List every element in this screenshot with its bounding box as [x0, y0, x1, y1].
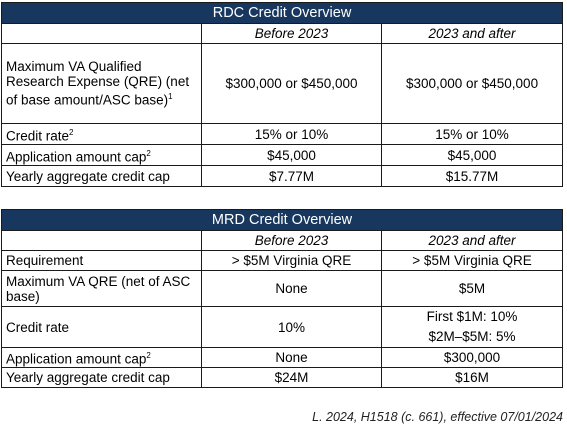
rdc-row-credit-rate — [2, 124, 563, 145]
mrd-cell-before: $24M — [202, 368, 382, 388]
mrd-cell-before: 10% — [202, 307, 382, 348]
rdc-credit-table — [1, 2, 563, 187]
rdc-row-label: Yearly aggregate credit cap — [2, 166, 202, 187]
rdc-cell-before: $45,000 — [202, 145, 382, 166]
citation-footnote: L. 2024, H1518 (c. 661), effective 07/01/2024 — [312, 410, 563, 424]
mrd-header-blank — [2, 231, 202, 251]
rdc-cell-before: $7.77M — [202, 166, 382, 187]
rdc-row-label: Credit rate$^2$ — [2, 124, 202, 145]
mrd-credit-rate-tier-2: $2M–$5M: 5% — [428, 329, 516, 344]
rdc-cell-after: 15% or 10% — [382, 124, 563, 145]
mrd-cell-before: None — [202, 348, 382, 368]
mrd-row-label: Yearly aggregate credit cap — [2, 368, 202, 388]
mrd-row-application-cap — [2, 348, 563, 368]
mrd-row-label: Credit rate — [2, 307, 202, 348]
rdc-cell-after: $300,000 or $450,000 — [382, 44, 563, 124]
mrd-credit-rate-tier-1: First $1M: 10% — [426, 309, 518, 324]
rdc-row-label: Application amount cap$^2$ — [2, 145, 202, 166]
rdc-table-title: RDC Credit Overview — [2, 3, 563, 24]
mrd-row-label: Requirement — [2, 251, 202, 271]
mrd-cell-after — [382, 307, 563, 348]
mrd-cell-before: None — [202, 271, 382, 307]
rdc-cell-before: 15% or 10% — [202, 124, 382, 145]
mrd-header-before: Before 2023 — [202, 231, 382, 251]
rdc-cell-after: $45,000 — [382, 145, 563, 166]
mrd-header-after: 2023 and after — [382, 231, 563, 251]
mrd-table-title: MRD Credit Overview — [2, 210, 563, 231]
rdc-header-blank — [2, 24, 202, 44]
mrd-row-max-qre — [2, 271, 563, 307]
mrd-cell-after: $300,000 — [382, 348, 563, 368]
mrd-row-label: Maximum VA QRE (net of ASC base) — [2, 271, 202, 307]
rdc-row-application-cap — [2, 145, 563, 166]
mrd-cell-after: > $5M Virginia QRE — [382, 251, 563, 271]
rdc-cell-after: $15.77M — [382, 166, 563, 187]
mrd-row-label: Application amount cap$^2$ — [2, 348, 202, 368]
mrd-row-requirement — [2, 251, 563, 271]
mrd-cell-after: $16M — [382, 368, 563, 388]
rdc-row-yearly-cap — [2, 166, 563, 187]
mrd-credit-table — [1, 209, 563, 388]
rdc-header-after: 2023 and after — [382, 24, 563, 44]
rdc-header-before: Before 2023 — [202, 24, 382, 44]
rdc-cell-before: $300,000 or $450,000 — [202, 44, 382, 124]
mrd-row-yearly-cap — [2, 368, 563, 388]
mrd-row-credit-rate — [2, 307, 563, 348]
rdc-row-max-qre — [2, 44, 563, 124]
mrd-cell-after: $5M — [382, 271, 563, 307]
mrd-cell-before: > $5M Virginia QRE — [202, 251, 382, 271]
rdc-row-label: Maximum VA Qualified Research Expense (QRE) (net of base amount/ASC base)$^1$ — [2, 44, 202, 124]
